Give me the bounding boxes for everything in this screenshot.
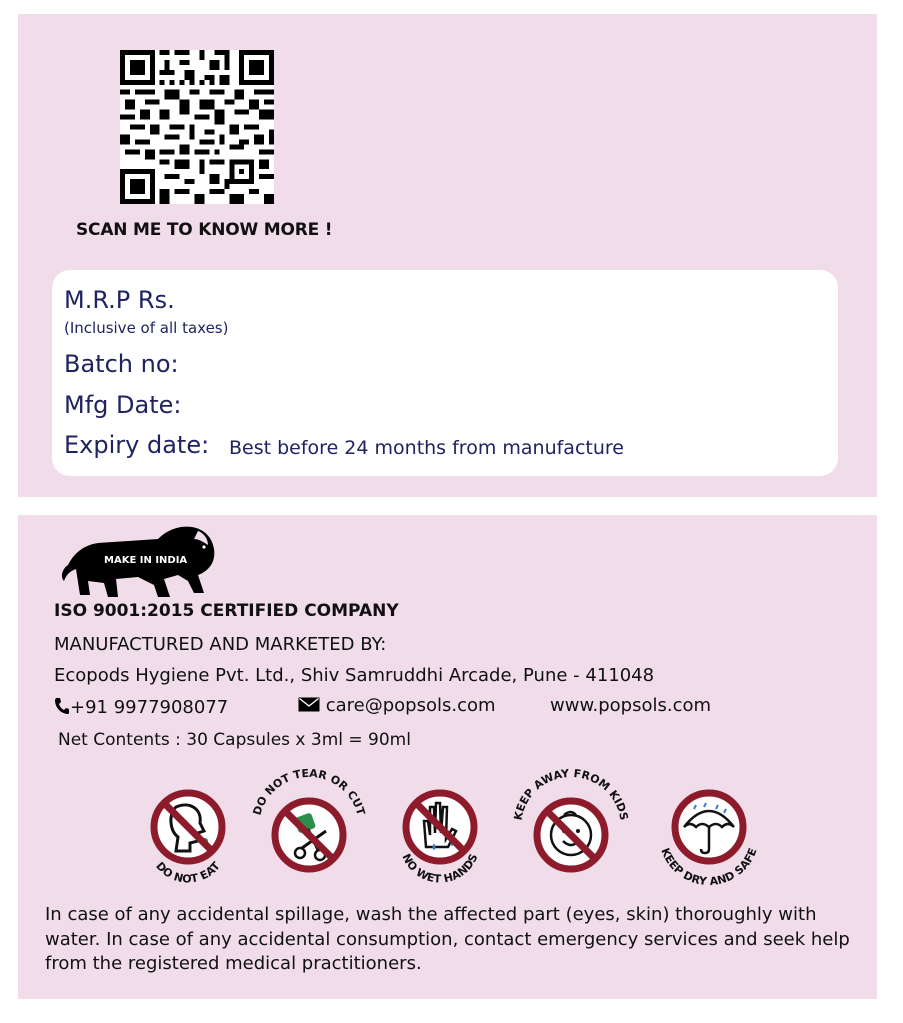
no-kids-icon [506, 765, 636, 895]
mrp-tax-note: (Inclusive of all taxes) [64, 319, 229, 337]
label-top-panel [18, 14, 877, 497]
badge-label-no-kids: KEEP AWAY FROM KIDS [511, 766, 631, 822]
qr-caption: SCAN ME TO KNOW MORE ! [76, 220, 333, 240]
umbrella-icon [644, 777, 774, 897]
mrp-label: M.R.P Rs. [64, 286, 175, 314]
email-address: care@popsols.com [325, 695, 496, 716]
expiry-date-value: Best before 24 months from manufacture [229, 437, 624, 459]
manufacture-date-label: Mfg Date: [64, 391, 182, 419]
badge-label-keep-dry: KEEP DRY AND SAFE [658, 846, 760, 889]
no-wet-hands-icon [390, 785, 490, 895]
no-cut-icon [244, 765, 374, 895]
make-in-india-text: MAKE IN INDIA [104, 555, 188, 566]
email-contact[interactable] [298, 695, 496, 716]
lion-icon [58, 525, 218, 601]
pricing-info-box [52, 270, 838, 476]
manufacturer-heading: MANUFACTURED AND MARKETED BY: [54, 634, 387, 655]
net-contents: Net Contents : 30 Capsules x 3ml = 90ml [58, 730, 411, 750]
safety-warning-text: In case of any accidental spillage, wash the affected part (eyes, skin) thoroughly with water. In case of any accidental consumption, contact emergency services and seek help from the registered medical practitioners. [45, 904, 850, 974]
qr-code[interactable] [120, 50, 274, 204]
expiry-date-label: Expiry date: [64, 431, 210, 459]
website-link[interactable]: www.popsols.com [550, 695, 712, 716]
phone-number: +91 9977908077 [70, 697, 229, 718]
badge-label-no-cut: DO NOT TEAR OR CUT [250, 766, 368, 817]
badge-label-no-eat: DO NOT EAT [153, 859, 223, 886]
envelope-icon [298, 697, 320, 712]
label-bottom-panel [18, 515, 877, 999]
phone-contact[interactable] [54, 697, 228, 718]
iso-certification: ISO 9001:2015 CERTIFIED COMPANY [54, 601, 399, 621]
manufacturer-address: Ecopods Hygiene Pvt. Ltd., Shiv Samruddhi Arcade, Pune - 411048 [54, 665, 655, 686]
batch-number-label: Batch no: [64, 350, 179, 378]
phone-icon [54, 697, 70, 715]
badge-label-no-wet-hands: NO WET HANDS [399, 851, 481, 886]
no-eat-icon [138, 785, 238, 895]
